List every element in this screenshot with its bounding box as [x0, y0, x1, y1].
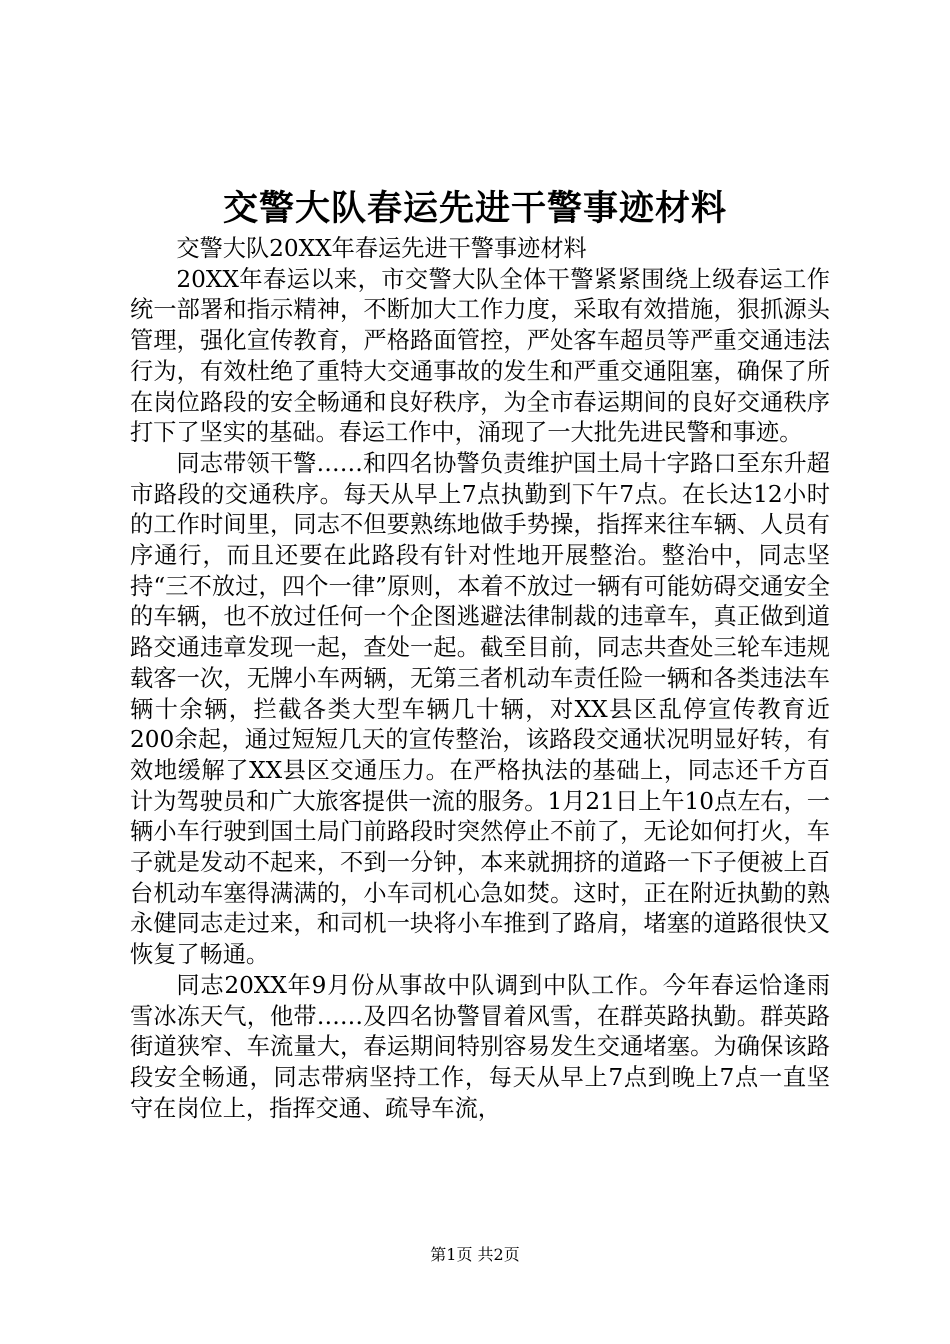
body-paragraph-story-1: 同志带领干警……和四名协警负责维护国土局十字路口至东升超市路段的交通秩序。每天从早上7点执勤到下午7点。在长达12小时的工作时间里，同志不但要熟练地做手势操，指挥来往车辆、人员有序通行，而且还要在此路段有针对性地开展整治。整治中，同志坚持“三不放过，四个一律”原则，本着不放过一辆有可能妨碍交通安全的车辆，也不放过任何一个企图逃避法律制裁的违章车，真正做到道路交通违章发现一起，查处一起。截至目前，同志共查处三轮车违规载客一次，无牌小车两辆，无第三者机动车责任险一辆和各类违法车辆十余辆，拦截各类大型车辆几十辆，对XX县区乱停宣传教育近200余起，通过短短几天的宣传整治，该路段交通状况明显好转，有效地缓解了XX县区交通压力。在严格执法的基础上，同志还千方百计为驾驶员和广大旅客提供一流的服务。1月21日上午10点左右，一辆小车行驶到国土局门前路段时突然停止不前了，无论如何打火，车子就是发动不起来，不到一分钟，本来就拥挤的道路一下子便被上百台机动车塞得满满的，小车司机心急如焚。这时，正在附近执勤的熟永健同志走过来，和司机一块将小车推到了路肩，堵塞的道路很快又恢复了畅通。	[130, 449, 830, 969]
body-paragraph-intro: 20XX年春运以来，市交警大队全体干警紧紧围绕上级春运工作统一部署和指示精神，不断加大工作力度，采取有效措施，狠抓源头管理，强化宣传教育，严格路面管控，严处客车超员等严重交通违法行为，有效杜绝了重特大交通事故的发生和严重交通阻塞，确保了所在岗位路段的安全畅通和良好秩序，为全市春运期间的良好交通秩序打下了坚实的基础。春运工作中，涌现了一大批先进民警和事迹。	[130, 265, 830, 447]
document-title: 交警大队春运先进干警事迹材料	[222, 188, 727, 229]
document-body	[130, 234, 830, 1124]
body-paragraph-subtitle: 交警大队20XX年春运先进干警事迹材料	[176, 235, 587, 262]
page-footer: 第1页 共2页	[430, 1245, 520, 1264]
body-paragraph-story-2: 同志20XX年9月份从事故中队调到中队工作。今年春运恰逢雨雪冰冻天气，他带……及四名协警冒着风雪，在群英路执勤。群英路街道狭窄、车流量大，春运期间特别容易发生交通堵塞。为确保该路段安全畅通，同志带病坚持工作，每天从早上7点到晚上7点一直坚守在岗位上，指挥交通、疏导车流，	[130, 971, 830, 1122]
